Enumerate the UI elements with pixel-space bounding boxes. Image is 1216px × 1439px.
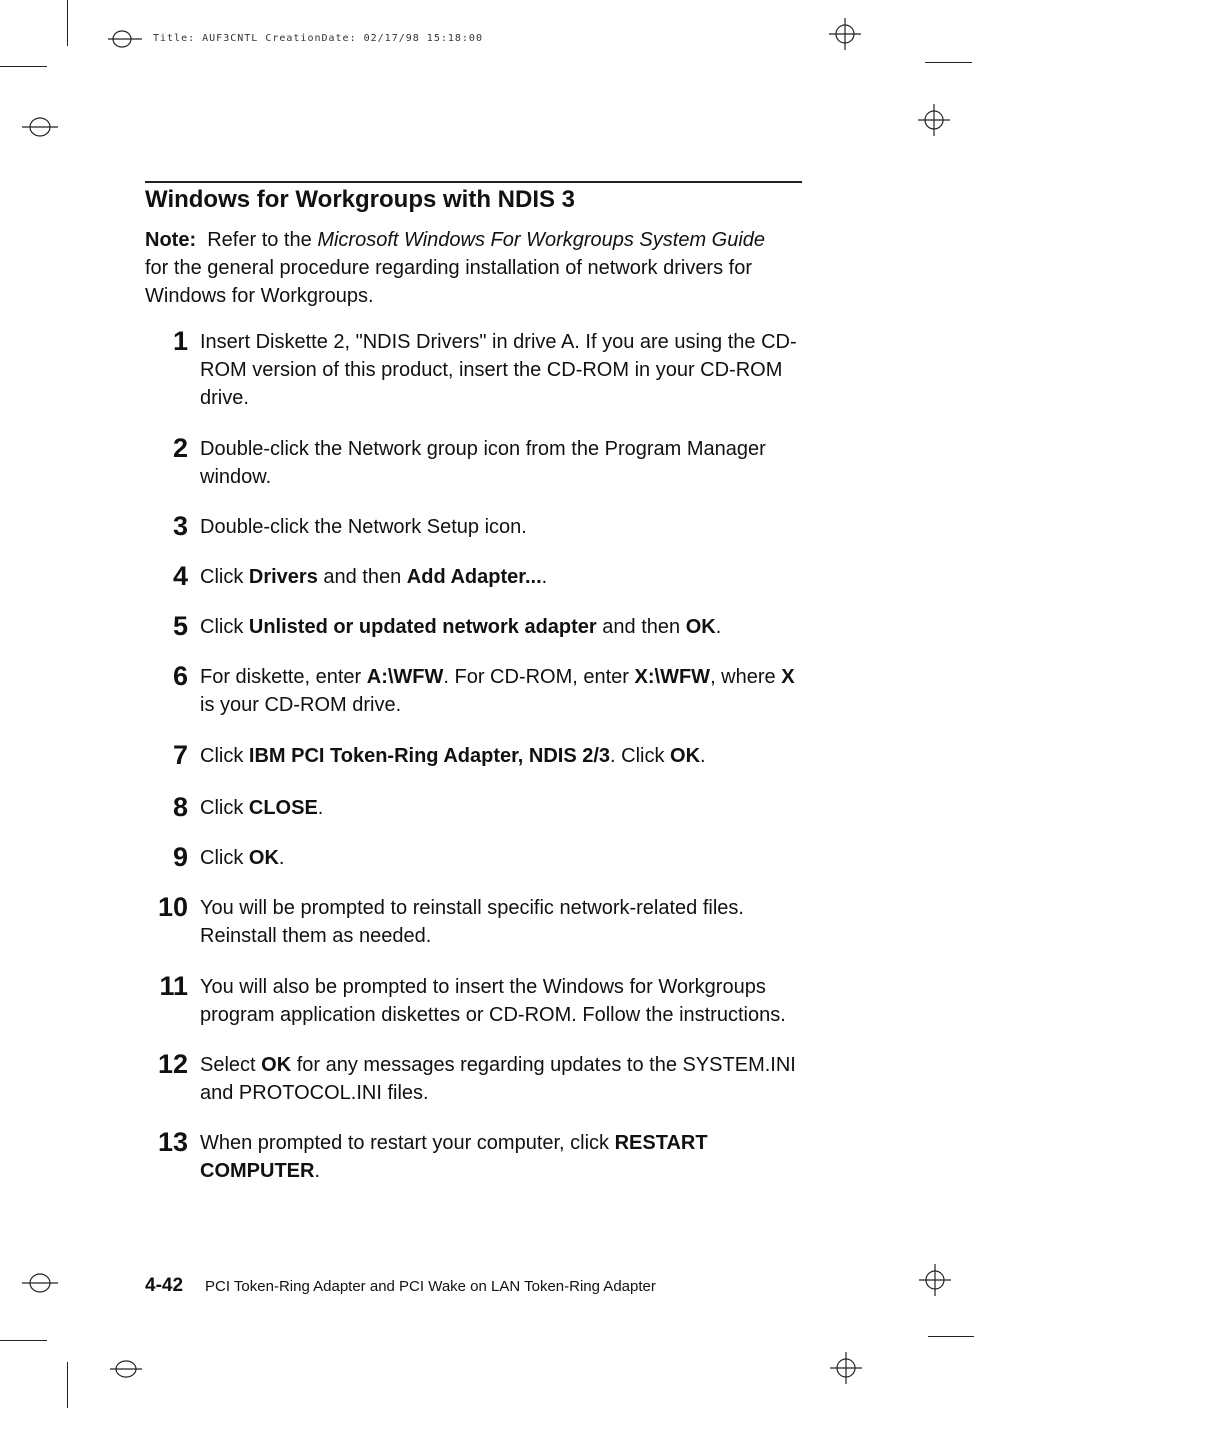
crop-mark-left-top-vertical <box>67 0 68 46</box>
step-text: When prompted to restart your computer, click <box>200 1132 615 1154</box>
step-text: . <box>317 797 324 819</box>
step-text: is your CD-ROM drive. <box>200 694 402 716</box>
note-text-pre: Refer to the <box>207 229 312 251</box>
note-book-title: Microsoft Windows For Workgroups System Guide <box>317 229 766 251</box>
step-number: 11 <box>159 971 188 1001</box>
note-paragraph <box>145 226 785 310</box>
step-number: 8 <box>172 792 188 822</box>
step-number: 1 <box>172 326 188 356</box>
step-emphasis: Unlisted or updated network adapter <box>248 616 597 638</box>
registration-mark-icon <box>22 1270 58 1296</box>
step-item <box>150 844 810 872</box>
registration-mark-icon <box>828 1350 864 1386</box>
step-text: and then <box>317 566 407 588</box>
step-emphasis: OK <box>685 616 716 638</box>
step-text: Click <box>200 847 249 869</box>
step-emphasis: RESTART COMPUTER <box>200 1132 708 1182</box>
step-item <box>150 794 810 822</box>
step-emphasis: IBM PCI Token-Ring Adapter, NDIS 2/3 <box>248 745 611 767</box>
step-number: 2 <box>172 433 188 463</box>
print-header: Title: AUF3CNTL CreationDate: 02/17/98 15:18:00 <box>153 33 483 44</box>
step-emphasis: A:\WFW <box>366 666 444 688</box>
step-text: Select <box>200 1054 262 1076</box>
step-item <box>150 742 810 770</box>
step-emphasis: X:\WFW <box>634 666 711 688</box>
registration-mark-icon <box>827 16 863 52</box>
step-text: . <box>715 616 722 638</box>
step-text: and then <box>596 616 686 638</box>
step-text: You will also be prompted to insert the Windows for Workgroups program application diskettes or CD-ROM. Follow the instructions. <box>200 976 786 1026</box>
registration-mark-icon <box>108 26 144 52</box>
step-text: Insert Diskette 2, "NDIS Drivers" in drive A. If you are using the CD-ROM version of this product, insert the CD-ROM in your CD-ROM drive. <box>200 331 797 409</box>
step-text: Click <box>200 616 249 638</box>
section-title: Windows for Workgroups with NDIS 3 <box>145 186 576 213</box>
crop-mark-right-top-horizontal <box>925 62 972 63</box>
step-item <box>150 513 810 541</box>
step-text: . For CD-ROM, enter <box>443 666 635 688</box>
step-number: 3 <box>172 511 188 541</box>
registration-mark-icon <box>916 102 952 138</box>
step-number: 7 <box>172 740 188 770</box>
page-number: 4-42 <box>145 1275 184 1296</box>
step-item <box>150 435 810 491</box>
page-footer <box>145 1275 656 1297</box>
step-number: 4 <box>172 561 188 591</box>
step-text: You will be prompted to reinstall specific network-related files. Reinstall them as needed. <box>200 897 744 947</box>
crop-mark-left-bottom-horizontal <box>0 1340 47 1341</box>
step-number: 6 <box>172 661 188 691</box>
step-text: . Click <box>610 745 671 767</box>
step-number: 5 <box>172 611 188 641</box>
crop-mark-left-bottom-vertical <box>67 1362 68 1408</box>
step-text: . <box>541 566 548 588</box>
step-text: Double-click the Network group icon from the Program Manager window. <box>200 438 766 488</box>
registration-mark-icon <box>917 1262 953 1298</box>
step-emphasis: X <box>781 666 795 688</box>
footer-book-title: PCI Token-Ring Adapter and PCI Wake on LAN Token-Ring Adapter <box>205 1278 656 1295</box>
step-emphasis: OK <box>248 847 279 869</box>
step-number: 13 <box>157 1127 188 1157</box>
step-item <box>150 973 810 1029</box>
crop-mark-right-bottom-horizontal <box>928 1336 974 1337</box>
crop-mark-left-top-horizontal <box>0 66 47 67</box>
registration-mark-icon <box>22 114 58 140</box>
step-text: Click <box>200 797 249 819</box>
registration-mark-icon <box>108 1356 144 1382</box>
step-item <box>150 328 810 412</box>
note-text-post: for the general procedure regarding installation of network drivers for Windows for Workgroups. <box>145 257 752 307</box>
section-rule <box>145 181 802 183</box>
step-text: For diskette, enter <box>200 666 367 688</box>
step-number: 10 <box>157 892 188 922</box>
step-text: , where <box>710 666 782 688</box>
step-emphasis: OK <box>670 745 701 767</box>
step-text: . <box>700 745 706 767</box>
step-item <box>150 1129 810 1185</box>
step-emphasis: Drivers <box>248 566 318 588</box>
step-text: Double-click the Network Setup icon. <box>200 516 527 538</box>
step-text: for any messages regarding updates to the SYSTEM.INI and PROTOCOL.INI files. <box>200 1054 796 1104</box>
note-label: Note: <box>145 229 197 251</box>
step-item <box>150 663 810 719</box>
step-item <box>150 563 810 591</box>
step-number: 9 <box>172 842 188 872</box>
step-item <box>150 894 810 950</box>
step-emphasis: OK <box>261 1054 292 1076</box>
step-text: . <box>278 847 285 869</box>
steps-list <box>150 328 810 1185</box>
step-number: 12 <box>157 1049 188 1079</box>
step-text: . <box>314 1160 321 1182</box>
step-text: Click <box>200 745 249 767</box>
step-text: Click <box>200 566 249 588</box>
step-item <box>150 613 810 641</box>
step-emphasis: Add Adapter... <box>406 566 542 588</box>
step-item <box>150 1051 810 1107</box>
step-emphasis: CLOSE <box>248 797 318 819</box>
